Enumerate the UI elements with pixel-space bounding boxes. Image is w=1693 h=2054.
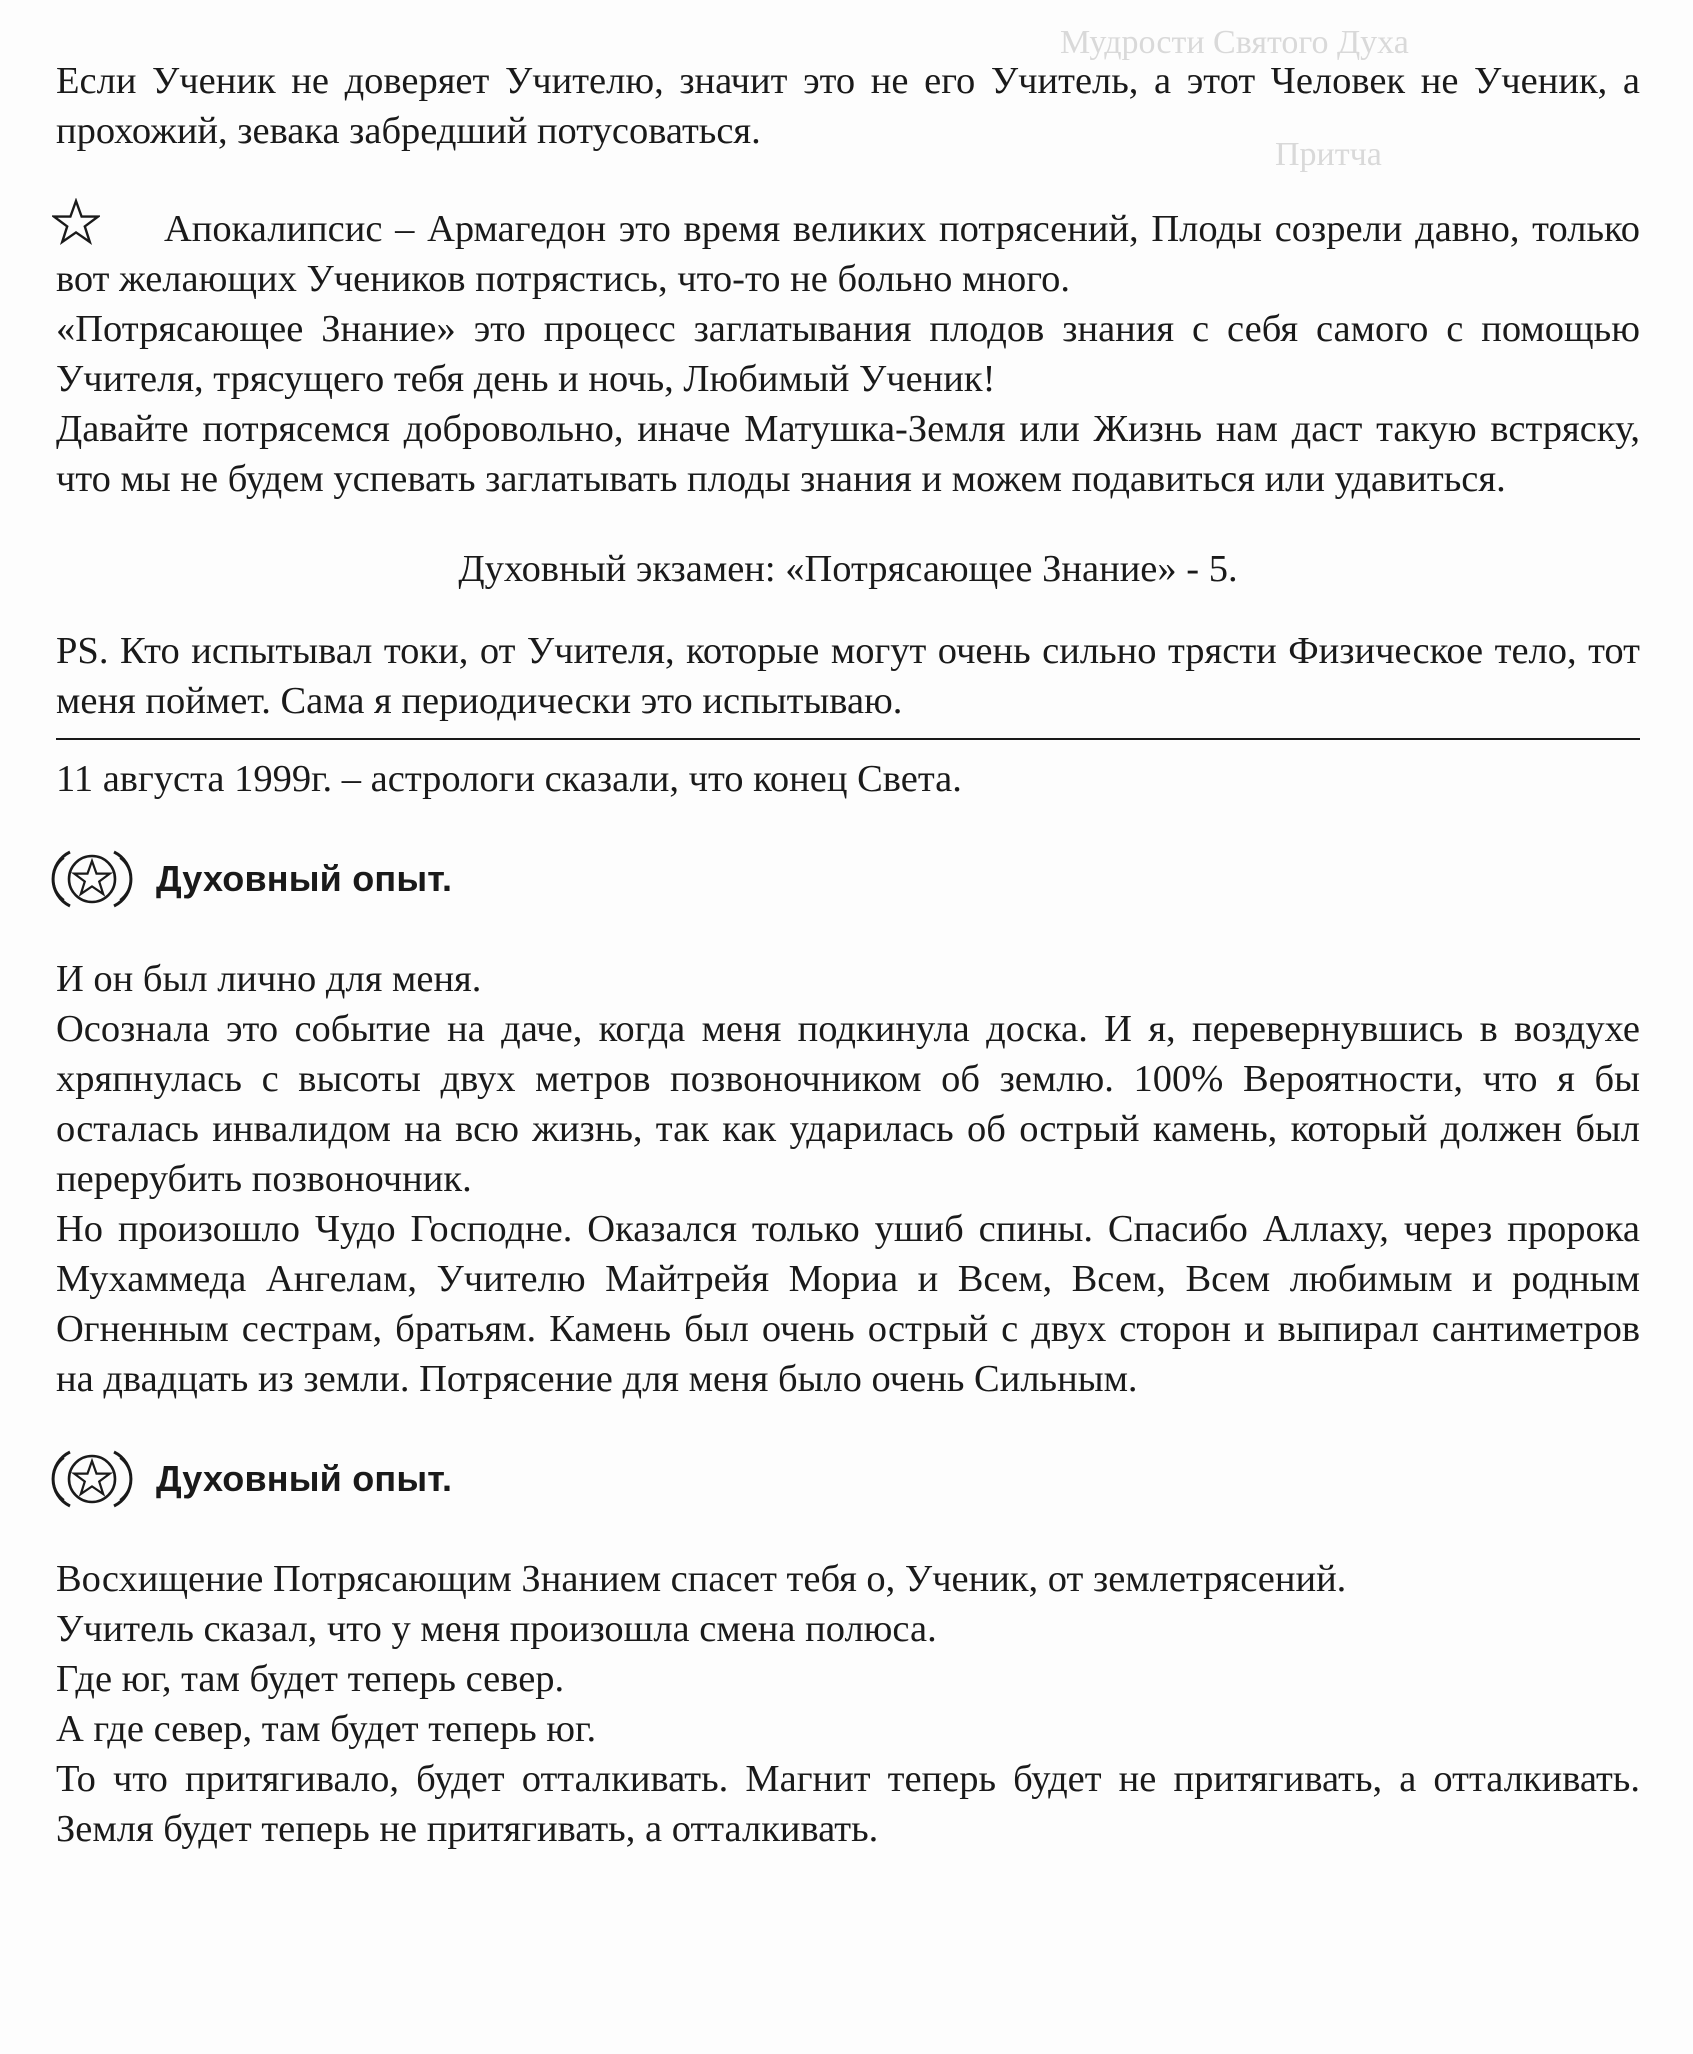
paragraph-apocalypse xyxy=(56,204,1640,304)
experience-1-text-3: Но произошло Чудо Господне. Оказался только ушиб спины. Спасибо Аллаху, через пророка Мухаммеда Ангелам, Учителю Майтрейя Мориа и Всем, Всем, Всем любимым и родным Огненным сестрам, братьям. Камень был очень острый с двух сторон и выпирал сантиметров на двадцать из земли. Потрясение для меня было очень Сильным. xyxy=(56,1208,1640,1400)
experience-2-line-2: Учитель сказал, что у меня произошла смена полюса. xyxy=(56,1608,937,1650)
paragraph-apocalypse-text: Апокалипсис – Армагедон это время великих потрясений, Плоды созрели давно, только вот желающих Учеников потрястись, что-то не больно много. xyxy=(56,208,1640,300)
experience-heading-1 xyxy=(56,844,1640,914)
experience-2-text-5: То что притягивало, будет отталкивать. Магнит теперь будет не притягивать, а отталкивать. Земля будет теперь не притягивать, а отталкивать. xyxy=(56,1758,1640,1850)
experience-heading-2 xyxy=(56,1444,1640,1514)
paragraph-knowledge: «Потрясающее Знание» это процесс заглатывания плодов знания с себя самого с помощью Учителя, трясущего тебя день и ночь, Любимый Ученик! xyxy=(56,308,1640,400)
paragraph-intro: Если Ученик не доверяет Учителю, значит это не его Учитель, а этот Человек не Ученик, а прохожий, зевака забредший потусоваться. xyxy=(56,60,1640,152)
experience-1-text-2: Осознала это событие на даче, когда меня подкинула доска. И я, перевернувшись в воздухе хряпнулась с высоты двух метров позвоночником об землю. 100% Вероятности, что я бы осталась инвалидом на всю жизнь, так как ударилась об острый камень, который должен был перерубить позвоночник. xyxy=(56,1008,1640,1200)
paragraph-ps: PS. Кто испытывал токи, от Учителя, которые могут очень сильно трясти Физическое тело, тот меня поймет. Сама я периодически это испытываю. xyxy=(56,630,1640,722)
bleed-through-header-2: Притча xyxy=(1275,136,1382,173)
experience-title-1: Духовный опыт. xyxy=(156,858,453,899)
exam-line: Духовный экзамен: «Потрясающее Знание» - 5. xyxy=(458,548,1238,590)
star-outline-icon xyxy=(52,198,100,246)
horizontal-rule xyxy=(56,738,1640,740)
bleed-through-header-1: Мудрости Святого Духа xyxy=(1060,24,1409,61)
experience-1-text-1: И он был лично для меня. xyxy=(56,958,482,1000)
star-in-circle-crescent-icon xyxy=(50,844,136,914)
paragraph-voluntary: Давайте потрясемся добровольно, иначе Матушка-Земля или Жизнь нам даст такую встряску, что мы не будем успевать заглатывать плоды знания и можем подавиться или удавиться. xyxy=(56,408,1640,500)
experience-title-2: Духовный опыт. xyxy=(156,1458,453,1499)
paragraph-date: 11 августа 1999г. – астрологи сказали, что конец Света. xyxy=(56,758,962,800)
star-in-circle-crescent-icon xyxy=(50,1444,136,1514)
experience-2-line-1: Восхищение Потрясающим Знанием спасет тебя о, Ученик, от землетрясений. xyxy=(56,1558,1347,1600)
experience-2-line-4: А где север, там будет теперь юг. xyxy=(56,1708,597,1750)
experience-2-line-3: Где юг, там будет теперь север. xyxy=(56,1658,565,1700)
document-body xyxy=(56,56,1640,1854)
